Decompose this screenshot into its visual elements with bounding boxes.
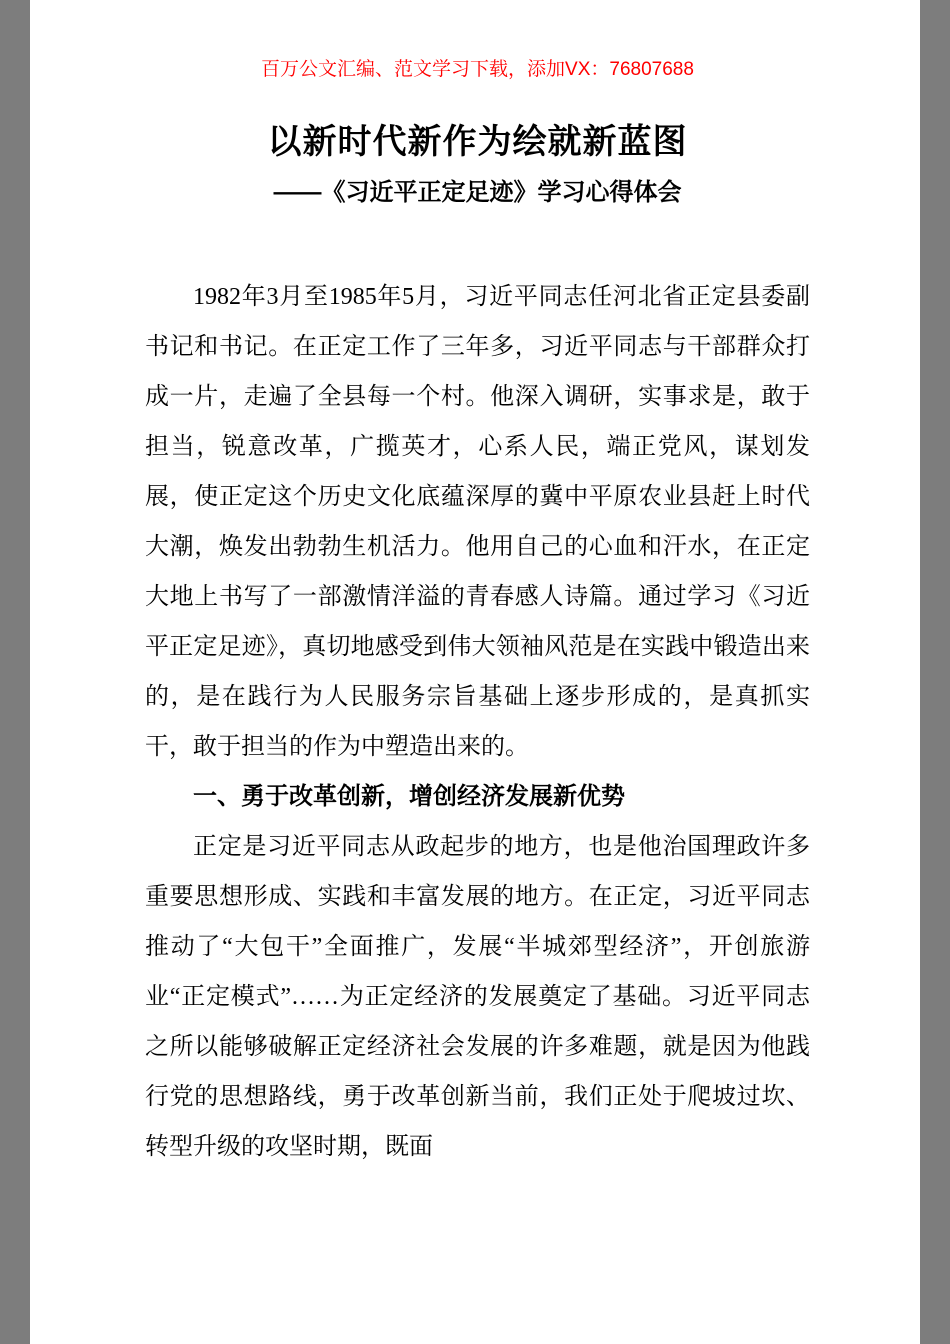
section-heading-1: 一、勇于改革创新，增创经济发展新优势	[193, 783, 625, 810]
document-subtitle: ——《习近平正定足迹》学习心得体会	[273, 179, 682, 206]
document-page	[30, 0, 920, 1344]
document-title: 以新时代新作为绘就新蓝图	[267, 123, 688, 161]
watermark-notice: 百万公文汇编、范文学习下载，添加VX：76807688	[261, 59, 694, 80]
body-paragraph-2: 正定是习近平同志从政起步的地方，也是他治国理政许多重要思想形成、实践和丰富发展的地方。在正定，习近平同志推动了“大包干”全面推广，发展“半城郊型经济”，开创旅游业“正定模式”……为正定经济的发展奠定了基础。习近平同志之所以能够破解正定经济社会发展的许多难题，就是因为他践行党的思想路线，勇于改革创新当前，我们正处于爬坡过坎、转型升级的攻坚时期，既面	[145, 834, 810, 1160]
body-paragraph-1: 1982年3月至1985年5月，习近平同志任河北省正定县委副书记和书记。在正定工作了三年多，习近平同志与干部群众打成一片，走遍了全县每一个村。他深入调研，实事求是，敢于担当，锐意改革，广揽英才，心系人民，端正党风，谋划发展，使正定这个历史文化底蕴深厚的冀中平原农业县赶上时代大潮，焕发出勃勃生机活力。他用自己的心血和汗水，在正定大地上书写了一部激情洋溢的青春感人诗篇。通过学习《习近平正定足迹》，真切地感受到伟大领袖风范是在实践中锻造出来的，是在践行为人民服务宗旨基础上逐步形成的，是真抓实干，敢于担当的作为中塑造出来的。	[145, 284, 810, 760]
document-body	[145, 272, 810, 1172]
